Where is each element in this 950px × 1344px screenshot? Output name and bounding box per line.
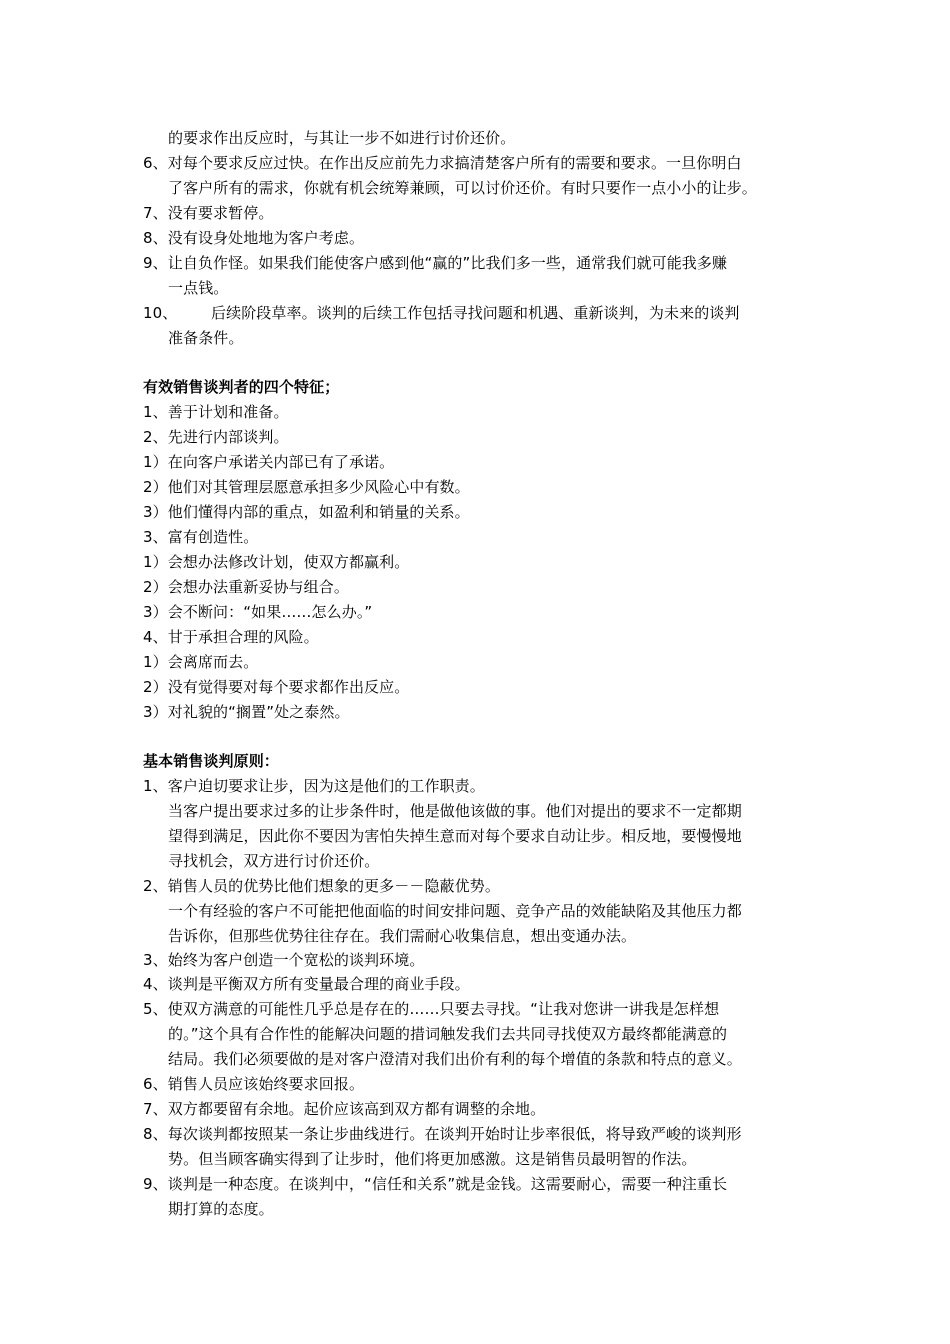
text-line: 一点钱。 bbox=[168, 279, 229, 297]
text-line: 7、双方都要留有余地。起价应该高到双方都有调整的余地。 bbox=[143, 1100, 546, 1118]
text-line: 的。”这个具有合作性的能解决问题的措词触发我们去共同寻找使双方最终都能满意的 bbox=[168, 1025, 728, 1043]
text-line: 3）对礼貌的“搁置”处之泰然。 bbox=[143, 703, 350, 721]
text-line: 5、使双方满意的可能性几乎总是存在的……只要去寻找。“让我对您讲一讲我是怎样想 bbox=[143, 1000, 720, 1018]
text-line: 结局。我们必须要做的是对客户澄清对我们出价有利的每个增值的条款和特点的意义。 bbox=[168, 1050, 742, 1068]
text-line: 6、对每个要求反应过快。在作出反应前先力求搞清楚客户所有的需要和要求。一旦你明白 bbox=[143, 154, 742, 172]
text-line: 期打算的态度。 bbox=[168, 1200, 274, 1218]
text-line: 9、谈判是一种态度。在谈判中，“信任和关系”就是金钱。这需要耐心，需要一种注重长 bbox=[143, 1175, 728, 1193]
text-line: 1）会离席而去。 bbox=[143, 653, 259, 671]
text-line: 2）他们对其管理层愿意承担多少风险心中有数。 bbox=[143, 478, 470, 496]
text-line: 的要求作出反应时，与其让一步不如进行讨价还价。 bbox=[168, 129, 516, 147]
text-line: 3、始终为客户创造一个宽松的谈判环境。 bbox=[143, 951, 425, 969]
section-heading: 基本销售谈判原则： bbox=[143, 752, 279, 770]
text-line: 9、让自负作怪。如果我们能使客户感到他“赢的”比我们多一些，通常我们就可能我多赚 bbox=[143, 254, 728, 272]
text-line: 告诉你，但那些优势往往存在。我们需耐心收集信息，想出变通办法。 bbox=[168, 927, 637, 945]
section-heading: 有效销售谈判者的四个特征； bbox=[143, 378, 340, 396]
text-line: 准备条件。 bbox=[168, 329, 244, 347]
text-line: 2、销售人员的优势比他们想象的更多－－隐蔽优势。 bbox=[143, 877, 500, 895]
text-line: 10、 bbox=[143, 304, 178, 322]
text-line: 望得到满足，因此你不要因为害怕失掉生意而对每个要求自动让步。相反地，要慢慢地 bbox=[168, 827, 742, 845]
text-line: 4、谈判是平衡双方所有变量最合理的商业手段。 bbox=[143, 975, 470, 993]
text-line: 7、没有要求暂停。 bbox=[143, 204, 274, 222]
text-line: 1、善于计划和准备。 bbox=[143, 403, 289, 421]
text-line: 8、每次谈判都按照某一条让步曲线进行。在谈判开始时让步率很低，将导致严峻的谈判形 bbox=[143, 1125, 742, 1143]
text-line: 1）会想办法修改计划，使双方都赢利。 bbox=[143, 553, 410, 571]
text-line: 6、销售人员应该始终要求回报。 bbox=[143, 1075, 365, 1093]
text-line: 3）会不断问：“如果……怎么办。” bbox=[143, 603, 373, 621]
text-line: 当客户提出要求过多的让步条件时，他是做他该做的事。他们对提出的要求不一定都期 bbox=[168, 802, 742, 820]
text-line: 2、先进行内部谈判。 bbox=[143, 428, 289, 446]
text-line: 3、富有创造性。 bbox=[143, 528, 259, 546]
text-line: 2）没有觉得要对每个要求都作出反应。 bbox=[143, 678, 410, 696]
text-line: 1、客户迫切要求让步，因为这是他们的工作职责。 bbox=[143, 777, 485, 795]
text-line: 1）在向客户承诺关内部已有了承诺。 bbox=[143, 453, 395, 471]
text-line: 2）会想办法重新妥协与组合。 bbox=[143, 578, 349, 596]
text-line: 后续阶段草率。谈判的后续工作包括寻找问题和机遇、重新谈判，为未来的谈判 bbox=[211, 304, 740, 322]
text-line: 一个有经验的客户不可能把他面临的时间安排问题、竞争产品的效能缺陷及其他压力都 bbox=[168, 902, 742, 920]
text-line: 寻找机会，双方进行讨价还价。 bbox=[168, 852, 380, 870]
text-line: 了客户所有的需求，你就有机会统筹兼顾，可以讨价还价。有时只要作一点小小的让步。 bbox=[168, 179, 757, 197]
text-line: 3）他们懂得内部的重点，如盈利和销量的关系。 bbox=[143, 503, 470, 521]
text-line: 势。但当顾客确实得到了让步时，他们将更加感激。这是销售员最明智的作法。 bbox=[168, 1150, 697, 1168]
text-line: 8、没有设身处地地为客户考虑。 bbox=[143, 229, 365, 247]
text-line: 4、甘于承担合理的风险。 bbox=[143, 628, 319, 646]
